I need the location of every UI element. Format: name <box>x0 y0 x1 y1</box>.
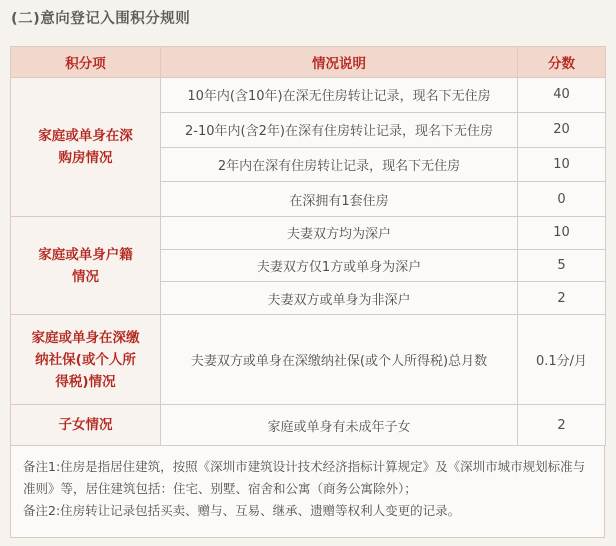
row-description: 夫妻双方仅1方或单身为深户 <box>161 249 518 282</box>
category-children <box>11 405 161 446</box>
table-header-row <box>11 47 606 78</box>
table-row <box>11 405 606 446</box>
row-description: 2-10年内(含2年)在深有住房转让记录，现名下无住房 <box>161 112 518 147</box>
category-label: 家庭或单身在深缴纳社保(或个人所得税)情况 <box>31 329 140 390</box>
row-score: 0 <box>518 182 606 217</box>
row-description: 夫妻双方或单身为非深户 <box>161 282 518 315</box>
row-score: 0.1分/月 <box>518 315 606 405</box>
row-description: 10年内(含10年)在深无住房转让记录，现名下无住房 <box>161 78 518 113</box>
row-score: 2 <box>518 405 606 446</box>
row-description: 夫妻双方均为深户 <box>161 217 518 250</box>
category-label: 子女情况 <box>58 417 113 434</box>
row-score: 2 <box>518 282 606 315</box>
note-2: 备注2:住房转让记录包括买卖、赠与、互易、继承、遗赠等权利人变更的记录。 <box>23 503 461 518</box>
note-1: 备注1:住房是指居住建筑，按照《深圳市建筑设计技术经济指标计算规定》及《深圳市城市规划标准与准则》等，居住建筑包括：住宅、别墅、宿舍和公寓（商务公寓除外）； <box>23 459 586 496</box>
category-label: 家庭或单身在深购房情况 <box>38 128 133 166</box>
category-housing <box>11 78 161 217</box>
row-description: 家庭或单身有未成年子女 <box>161 405 518 446</box>
row-description: 夫妻双方或单身在深缴纳社保(或个人所得税)总月数 <box>161 315 518 405</box>
row-score: 20 <box>518 112 606 147</box>
category-social-security <box>11 315 161 405</box>
table-row <box>11 217 606 250</box>
category-hukou <box>11 217 161 315</box>
row-score: 5 <box>518 249 606 282</box>
header-category: 积分项 <box>11 47 161 78</box>
row-description: 2年内在深有住房转让记录，现名下无住房 <box>161 147 518 182</box>
category-label: 家庭或单身户籍情况 <box>38 246 133 285</box>
table-row <box>11 78 606 113</box>
header-description: 情况说明 <box>161 47 518 78</box>
row-description: 在深拥有1套住房 <box>161 182 518 217</box>
scoring-table <box>10 46 606 446</box>
table-row <box>11 315 606 405</box>
section-heading: (二)意向登记入围积分规则 <box>11 11 191 27</box>
row-score: 10 <box>518 217 606 250</box>
header-score: 分数 <box>518 47 606 78</box>
notes-box <box>10 446 605 538</box>
row-score: 40 <box>518 78 606 113</box>
row-score: 10 <box>518 147 606 182</box>
